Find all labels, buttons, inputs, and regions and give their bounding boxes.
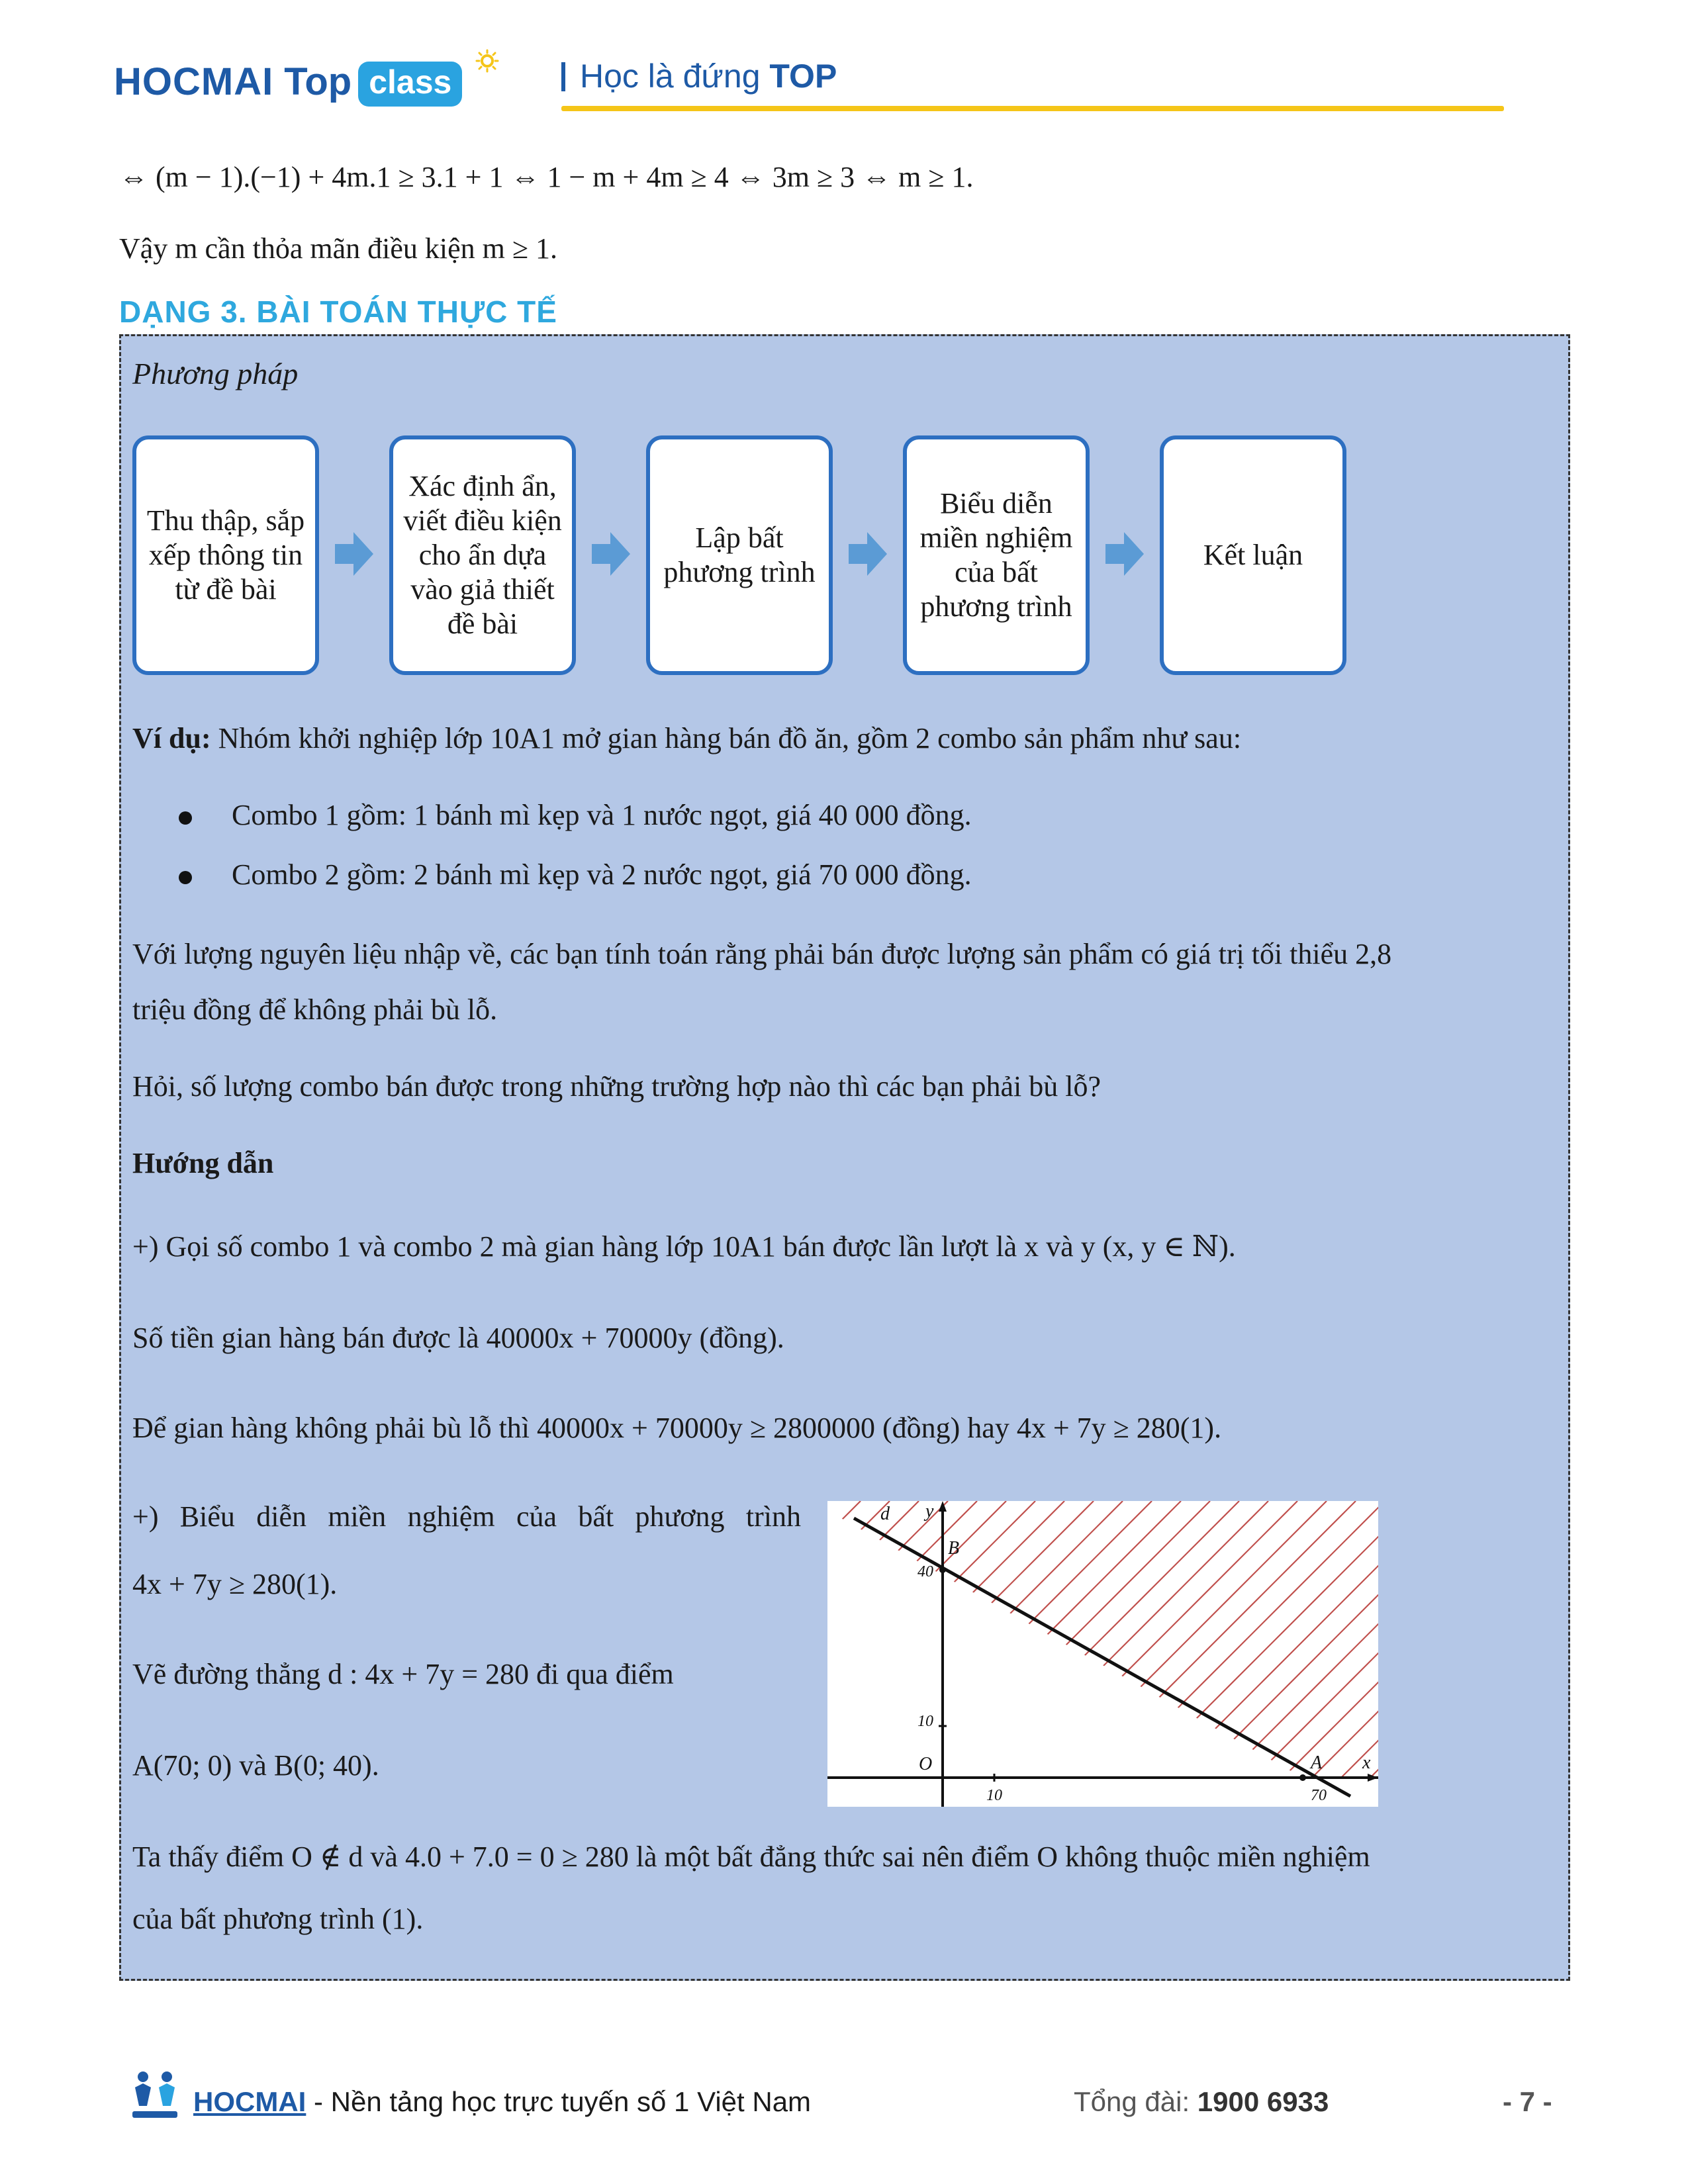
flow-step-5-label: Kết luận	[1203, 539, 1303, 571]
label-d: d	[880, 1504, 890, 1524]
flow-step-1	[132, 435, 319, 675]
tick-label-x-10: 10	[986, 1787, 1002, 1804]
hocmai-footer-logo-icon	[130, 2069, 180, 2122]
guide-step-4b: 4x + 7y ≥ 280(1).	[132, 1568, 338, 1600]
hatch-line	[962, 1501, 1268, 1807]
label-b: B	[948, 1538, 960, 1559]
hatch-line	[1341, 1501, 1378, 1807]
hotline-number[interactable]: 1900 6933	[1197, 2086, 1329, 2117]
flow-step-3-label: Lập bất phương trình	[663, 522, 816, 588]
guide-title: Hướng dẫn	[132, 1147, 274, 1179]
hatch-line	[827, 1501, 1064, 1807]
equivalence-chain: ⇔ (m − 1).(−1) + 4m.1 ≥ 3.1 + 1 ⇔ 1 − m + 4m ≥ 4 ⇔ 3m ≥ 3 ⇔ m ≥ 1.	[119, 161, 974, 193]
graph-svg	[827, 1501, 1378, 1807]
guide-step-5: Vẽ đường thẳng d : 4x + 7y = 280 đi qua điểm	[132, 1658, 674, 1690]
point-b	[939, 1567, 946, 1573]
hatch-line	[846, 1501, 1152, 1807]
arrow-right-icon	[849, 531, 887, 577]
flow-step-4	[903, 435, 1090, 675]
hatch-line	[933, 1501, 1239, 1807]
label-a: A	[1311, 1752, 1323, 1773]
flow-step-2	[389, 435, 576, 675]
hatch-line	[1166, 1501, 1378, 1807]
flow-step-2-label: Xác định ẩn, viết điều kiện cho ẩn dựa vào giả thiết đề bài	[403, 470, 562, 640]
hatch-line	[827, 1501, 890, 1807]
section-title: DẠNG 3. BÀI TOÁN THỰC TẾ	[119, 295, 557, 329]
example-intro-text: Nhóm khởi nghiệp lớp 10A1 mở gian hàng bán đồ ăn, gồm 2 combo sản phẩm như sau:	[218, 722, 1242, 754]
hatch-line	[1079, 1501, 1378, 1807]
arrow-right-icon	[592, 531, 630, 577]
combo-1: Combo 1 gồm: 1 bánh mì kẹp và 1 nước ngọt, giá 40 000 đồng.	[232, 799, 972, 831]
guide-step-1: +) Gọi số combo 1 và combo 2 mà gian hàng lớp 10A1 bán được lần lượt là x và y (x, y ∈ ℕ).	[132, 1230, 1236, 1263]
sun-icon	[475, 49, 499, 73]
logo-hocmai-text: HOCMAI	[114, 60, 274, 103]
page-number: - 7 -	[1503, 2086, 1552, 2117]
example-label: Ví dụ:	[132, 722, 211, 754]
footer-tagline-text: - Nền tảng học trực tuyến số 1 Việt Nam	[306, 2086, 812, 2117]
flow-step-4-label: Biểu diễn miền nghiệm của bất phương trình	[919, 487, 1073, 623]
flow-step-3	[646, 435, 833, 675]
hatch-line	[827, 1501, 1006, 1807]
solution-region-graph	[827, 1501, 1378, 1807]
guide-step-2: Số tiền gian hàng bán được là 40000x + 70000y (đồng).	[132, 1322, 784, 1354]
slogan	[561, 57, 837, 95]
question-text: Hỏi, số lượng combo bán được trong những trường hợp nào thì các bạn phải bù lỗ?	[132, 1070, 1101, 1103]
guide-step-3: Để gian hàng không phải bù lỗ thì 40000x + 70000y ≥ 2800000 (đồng) hay 4x + 7y ≥ 280(1).	[132, 1412, 1222, 1444]
label-x: x	[1362, 1752, 1371, 1773]
footer-tagline	[193, 2086, 811, 2118]
tick-label-y-10: 10	[917, 1713, 933, 1730]
slogan-divider	[561, 62, 565, 91]
label-y: y	[925, 1501, 934, 1522]
label-o: O	[919, 1754, 933, 1774]
hatch-line	[1225, 1501, 1378, 1807]
hocmai-topclass-logo[interactable]	[114, 52, 462, 111]
hatch-line	[1108, 1501, 1378, 1807]
guide-step-7a: Ta thấy điểm O ∉ d và 4.0 + 7.0 = 0 ≥ 280 là một bất đẳng thức sai nên điểm O không thuộc miền nghiệm	[132, 1841, 1370, 1873]
arrow-right-icon	[335, 531, 373, 577]
point-a	[1299, 1774, 1306, 1781]
hatch-line	[827, 1501, 1123, 1807]
paragraph-threshold-cont: triệu đồng để không phải bù lỗ.	[132, 993, 498, 1026]
flow-step-5	[1160, 435, 1346, 675]
hatch-line	[827, 1501, 831, 1807]
example-intro	[132, 711, 1241, 766]
tick-label-x-70: 70	[1311, 1787, 1327, 1804]
header-underline	[561, 106, 1504, 111]
method-title: Phương pháp	[132, 357, 299, 390]
hatched-region	[827, 1501, 1378, 1807]
bullet-dot	[179, 811, 192, 825]
hatch-line	[1021, 1501, 1327, 1807]
combo-2: Combo 2 gồm: 2 bánh mì kẹp và 2 nước ngọt, giá 70 000 đồng.	[232, 858, 972, 891]
guide-step-4a: +) Biểu diễn miền nghiệm của bất phương trình	[132, 1500, 801, 1533]
footer-brand-link[interactable]: HOCMAI	[193, 2086, 306, 2117]
hotline-label: Tổng đài:	[1074, 2086, 1197, 2117]
footer-hotline	[1074, 2086, 1329, 2118]
conclusion-text: Vậy m cần thỏa mãn điều kiện m ≥ 1.	[119, 232, 557, 265]
page-header	[0, 0, 1688, 132]
hatch-line	[827, 1501, 861, 1807]
bullet-dot	[179, 871, 192, 884]
flow-step-1-label: Thu thập, sắp xếp thông tin từ đề bài	[146, 504, 305, 606]
arrow-right-icon	[1105, 531, 1144, 577]
slogan-prefix: Học là đứng	[580, 58, 761, 95]
logo-class-badge: class	[358, 62, 462, 107]
hatch-line	[992, 1501, 1297, 1807]
slogan-highlight: TOP	[769, 58, 837, 95]
paragraph-threshold: Với lượng nguyên liệu nhập về, các bạn tính toán rằng phải bán được lượng sản phẩm có giá trị tối thiểu 2,8	[132, 938, 1392, 970]
tick-label-y-40: 40	[917, 1563, 933, 1580]
logo-top-text: Top	[284, 60, 352, 103]
guide-step-7b: của bất phương trình (1).	[132, 1903, 424, 1935]
guide-step-6: A(70; 0) và B(0; 40).	[132, 1749, 379, 1782]
